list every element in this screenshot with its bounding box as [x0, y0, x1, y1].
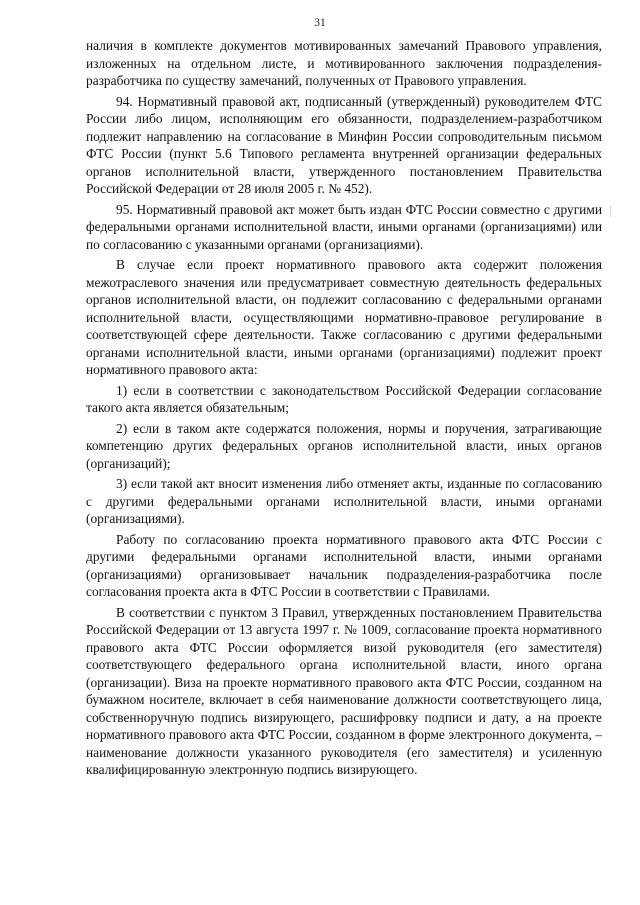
page-number: 31: [314, 17, 326, 29]
paragraph-coordination-work: Работу по согласованию проекта нормативного правового акта ФТС России с другими федеральными органами исполнительной власти, иными органами (организациями) организовывает начальник подразделения-разработчика после согласования проекта акта в ФТС России в соответствии с Правилами.: [86, 531, 602, 599]
list-item-1: 1) если в соответствии с законодательством Российской Федерации согласование такого акта является обязательным;: [86, 382, 602, 415]
list-item-3: 3) если такой акт вносит изменения либо отменяет акты, изданные по согласованию с другими федеральными органами исполнительной власти, иными органами (организациями).: [86, 476, 602, 526]
paragraph-interagency: В случае если проект нормативного правового акта содержит положения межотраслевого значения или предусматривает совместную деятельность федеральных органов исполнительной власти, он подлежит согласованию с федеральными органами исполнительной власти, осуществляющими нормативно-правовое регулирование в соответствующей сфере деятельности. Также согласованию с другими федеральными органами исполнительной власти, иными органами (организациями) подлежит проект нормативного правового акта:: [86, 257, 602, 377]
paragraph-95: 95. Нормативный правовой акт может быть издан ФТС России совместно с другими федеральными органами исполнительной власти, иными органами (организациями) или по согласованию с указанными органами (организациями).: [86, 201, 602, 252]
list-item-2: 2) если в таком акте содержатся положения, нормы и поручения, затрагивающие компетенцию других федеральных органов исполнительной власти, иных органов (организаций);: [86, 420, 602, 471]
paragraph-94: 94. Нормативный правовой акт, подписанный (утвержденный) руководителем ФТС России либо лицом, исполняющим его обязанности, подразделением-разработчиком подлежит направлению на согласование в Минфин России сопроводительным письмом ФТС России (пункт 5.6 Типового регламента внутренней организации федеральных органов исполнительной власти, утвержденного постановлением Правительства Российской Федерации от 28 июля 2005 г. № 452).: [86, 93, 602, 196]
document-body: [86, 37, 602, 782]
paragraph-visa: В соответствии с пунктом 3 Правил, утвержденных постановлением Правительства Российской Федерации от 13 августа 1997 г. № 1009, согласование проекта нормативного правового акта ФТС России оформляется визой руководителя (его заместителя) соответствующего федерального органа исполнительной власти, иного органа (организации). Виза на проекте нормативного правового акта ФТС России, созданном на бумажном носителе, включает в себя наименование должности соответствующего лица, собственноручную подпись визирующего, расшифровку подписи и дату, а на проекте нормативного правового акта ФТС России, созданном в форме электронного документа, – наименование должности указанного руководителя (его заместителя) и усиленную квалифицированную электронную подпись визирующего.: [86, 604, 602, 777]
scan-mark: [610, 205, 611, 217]
paragraph-continuation: наличия в комплекте документов мотивированных замечаний Правового управления, изложенных на отдельном листе, и мотивированного заключения подразделения-разработчика по существу замечаний, полученных от Правового управления.: [86, 38, 602, 88]
